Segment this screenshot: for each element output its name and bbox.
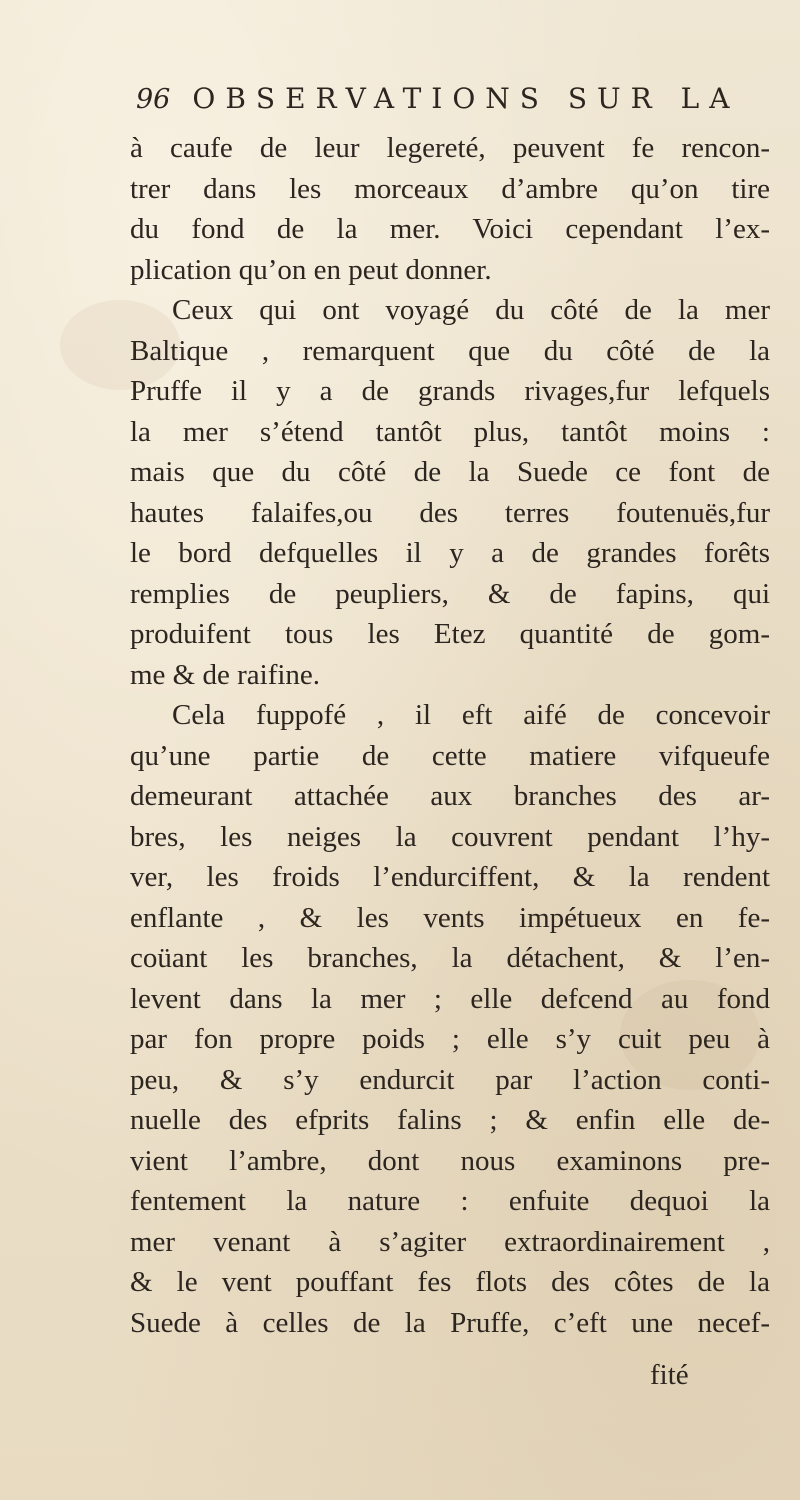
text-line: à caufe de leur legereté, peuvent fe rencon- [130,132,770,164]
text-line: me & de raifine. [130,658,321,691]
text-line: mais que du côté de la Suede ce font de [130,456,770,488]
text-line: bres, les neiges la couvrent pendant l’hy- [130,820,770,853]
text-line: le bord defquelles il y a de grandes forêts [130,537,770,569]
body-text [130,128,770,1343]
text-line: la mer s’étend tantôt plus, tantôt moins : [130,415,770,448]
text-line: vient l’ambre, dont nous examinons pre- [130,1144,770,1177]
running-title: OBSERVATIONS SUR LA [192,82,740,115]
text-line: qu’une partie de cette matiere vifqueufe [130,739,770,772]
text-line: Baltique , remarquent que du côté de la [130,334,770,367]
text-line: Pruffe il y a de grands rivages,fur lefquels [130,375,770,407]
text-line: levent dans la mer ; elle defcend au fond [130,982,770,1015]
text-line: fentement la nature : enfuite dequoi la [130,1185,770,1217]
text-line: par fon propre poids ; elle s’y cuit peu à [130,1023,770,1055]
text-line: & le vent pouffant fes flots des côtes de la [130,1266,770,1298]
text-line: peu, & s’y endurcit par l’action conti- [130,1063,770,1096]
text-line: du fond de la mer. Voici cependant l’ex- [130,213,770,245]
text-line: mer venant à s’agiter extraordinairement , [130,1225,770,1258]
running-head [136,82,740,122]
page-number: 96 [136,84,171,115]
catchword: fité [650,1359,689,1391]
text-line: nuelle des efprits falins ; & enfin elle de- [130,1104,770,1136]
text-line: Ceux qui ont voyagé du côté de la mer [172,294,770,326]
text-line: Cela fuppofé , il eft aifé de concevoir [172,699,770,731]
text-line: trer dans les morceaux d’ambre qu’on tire [130,172,770,205]
text-line: hautes falaifes,ou des terres foutenuës,fur [130,496,770,529]
text-line: produifent tous les Etez quantité de gom- [130,618,770,650]
text-line: coüant les branches, la détachent, & l’en- [130,942,770,974]
text-line: remplies de peupliers, & de fapins, qui [130,577,770,610]
text-line: enflante , & les vents impétueux en fe- [130,901,770,934]
text-line: demeurant attachée aux branches des ar- [130,780,770,812]
text-line: plication qu’on en peut donner. [130,253,492,286]
text-line: ver, les froids l’endurciffent, & la rendent [130,861,770,893]
text-line: Suede à celles de la Pruffe, c’eft une necef- [130,1306,770,1339]
